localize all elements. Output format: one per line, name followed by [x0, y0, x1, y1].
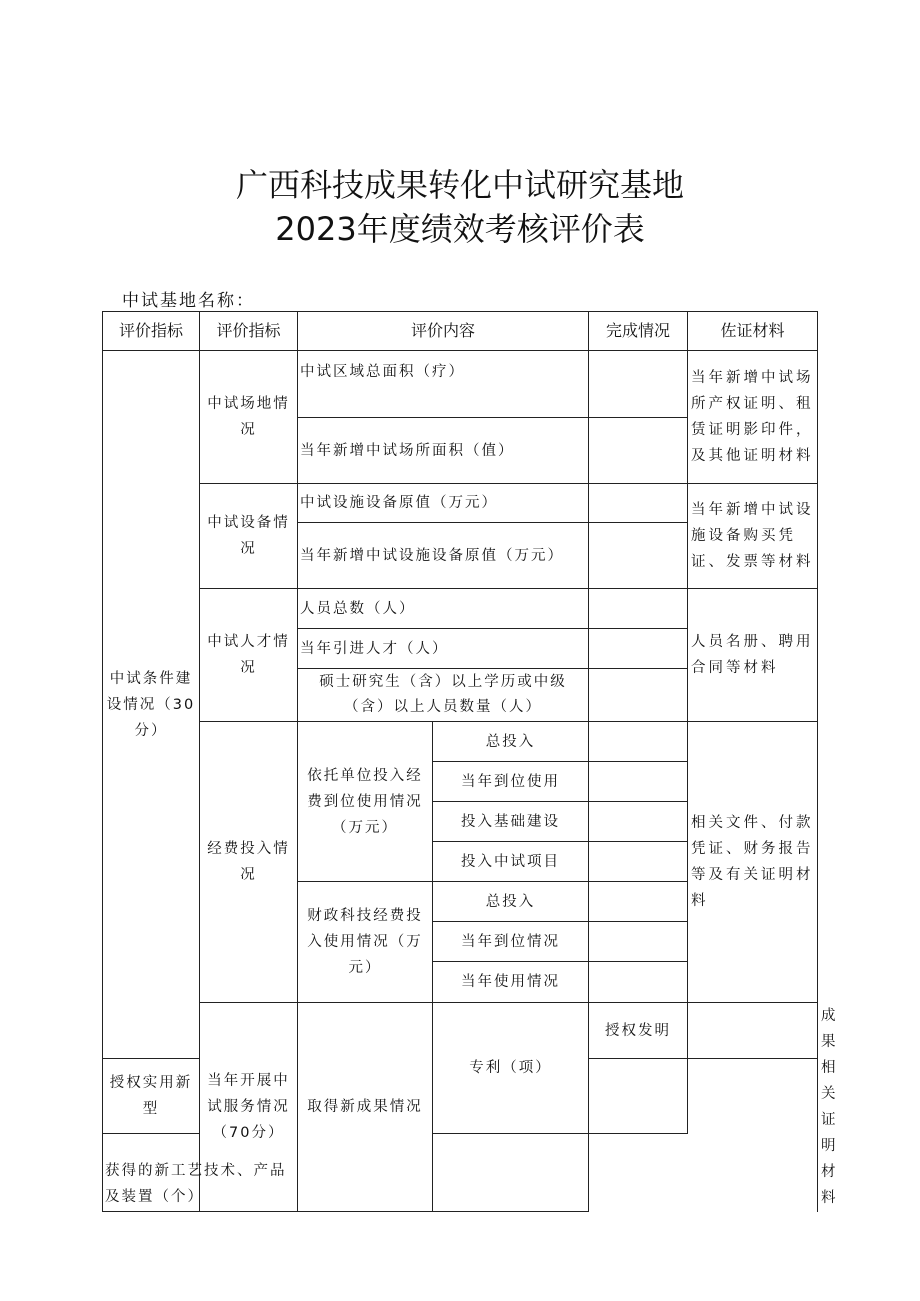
completion-cell[interactable] [589, 722, 688, 762]
header-completion: 完成情况 [589, 312, 688, 351]
completion-cell[interactable] [433, 1134, 589, 1212]
patent-label: 专利（项） [433, 1003, 589, 1134]
site-label: 中试场地情况 [200, 351, 298, 484]
header-content: 评价内容 [298, 312, 589, 351]
completion-cell[interactable] [688, 1003, 818, 1059]
table-row [103, 589, 818, 629]
table-row: 当年开展中试服务情况（70分） 取得新成果情况 专利（项） 授权发明 成果相关证明材料 [103, 1003, 818, 1059]
unit-funds-item-infrastructure: 投入基础建设 [433, 802, 589, 842]
talent-label: 中试人才情况 [200, 589, 298, 722]
equipment-item-new-value: 当年新增中试设施设备原值（万元） [298, 523, 589, 589]
gov-funds-label: 财政科技经费投入使用情况（万元） [298, 882, 433, 1003]
unit-funds-item-total: 总投入 [433, 722, 589, 762]
gov-funds-item-received: 当年到位情况 [433, 922, 589, 962]
results-label: 取得新成果情况 [298, 1003, 433, 1212]
patent-item-utility-model: 授权实用新型 [103, 1059, 200, 1134]
completion-cell[interactable] [589, 1059, 688, 1134]
completion-cell[interactable] [589, 418, 688, 484]
completion-cell[interactable] [589, 523, 688, 589]
table-row [103, 722, 818, 762]
talent-item-new: 当年引进人才（人） [298, 629, 589, 669]
site-material: 当年新增中试场所产权证明、租赁证明影印件，及其他证明材料 [688, 351, 818, 484]
talent-item-total: 人员总数（人） [298, 589, 589, 629]
completion-cell[interactable] [589, 842, 688, 882]
completion-cell[interactable] [589, 484, 688, 523]
completion-cell[interactable] [589, 669, 688, 722]
unit-funds-item-current-year: 当年到位使用 [433, 762, 589, 802]
table-row [103, 1134, 818, 1212]
equipment-item-original-value: 中试设施设备原值（万元） [298, 484, 589, 523]
header-row [103, 312, 818, 351]
completion-cell[interactable] [589, 762, 688, 802]
header-indicator-1: 评价指标 [103, 312, 200, 351]
gov-funds-item-total: 总投入 [433, 882, 589, 922]
header-indicator-2: 评价指标 [200, 312, 298, 351]
evaluation-table [102, 311, 839, 1212]
equipment-label: 中试设备情况 [200, 484, 298, 589]
funding-label: 经费投入情况 [200, 722, 298, 1003]
completion-cell[interactable] [589, 962, 688, 1003]
table-row [103, 351, 818, 418]
site-item-new-area: 当年新增中试场所面积（值） [298, 418, 589, 484]
completion-cell[interactable] [589, 351, 688, 418]
document-title-line2: 2023年度绩效考核评价表 [275, 210, 645, 248]
equipment-material: 当年新增中试设施设备购买凭证、发票等材料 [688, 484, 818, 589]
site-item-total-area: 中试区域总面积（疗） [298, 351, 589, 418]
base-name-label: 中试基地名称： [122, 291, 255, 311]
completion-cell[interactable] [589, 629, 688, 669]
section2-label: 当年开展中试服务情况（70分） [200, 1003, 298, 1212]
unit-funds-label: 依托单位投入经费到位使用情况（万元） [298, 722, 433, 882]
document-title-line1: 广西科技成果转化中试研究基地 [235, 166, 684, 204]
header-evidence: 佐证材料 [688, 312, 818, 351]
section1-label: 中试条件建设情况（30分） [103, 351, 200, 1059]
table-row [103, 484, 818, 523]
completion-cell[interactable] [589, 922, 688, 962]
patent-item-invention: 授权发明 [589, 1003, 688, 1059]
completion-cell[interactable] [589, 589, 688, 629]
gov-funds-item-used: 当年使用情况 [433, 962, 589, 1003]
talent-item-masters: 硕士研究生（含）以上学历或中级（含）以上人员数量（人） [298, 669, 589, 722]
funding-material: 相关文件、付款凭证、财务报告等及有关证明材料 [688, 722, 818, 1003]
completion-cell[interactable] [589, 802, 688, 842]
new-tech-item: 获得的新工艺技术、产品及装置（个） [103, 1134, 298, 1212]
completion-cell[interactable] [589, 882, 688, 922]
unit-funds-item-pilot-project: 投入中试项目 [433, 842, 589, 882]
talent-material: 人员名册、聘用合同等材料 [688, 589, 818, 722]
